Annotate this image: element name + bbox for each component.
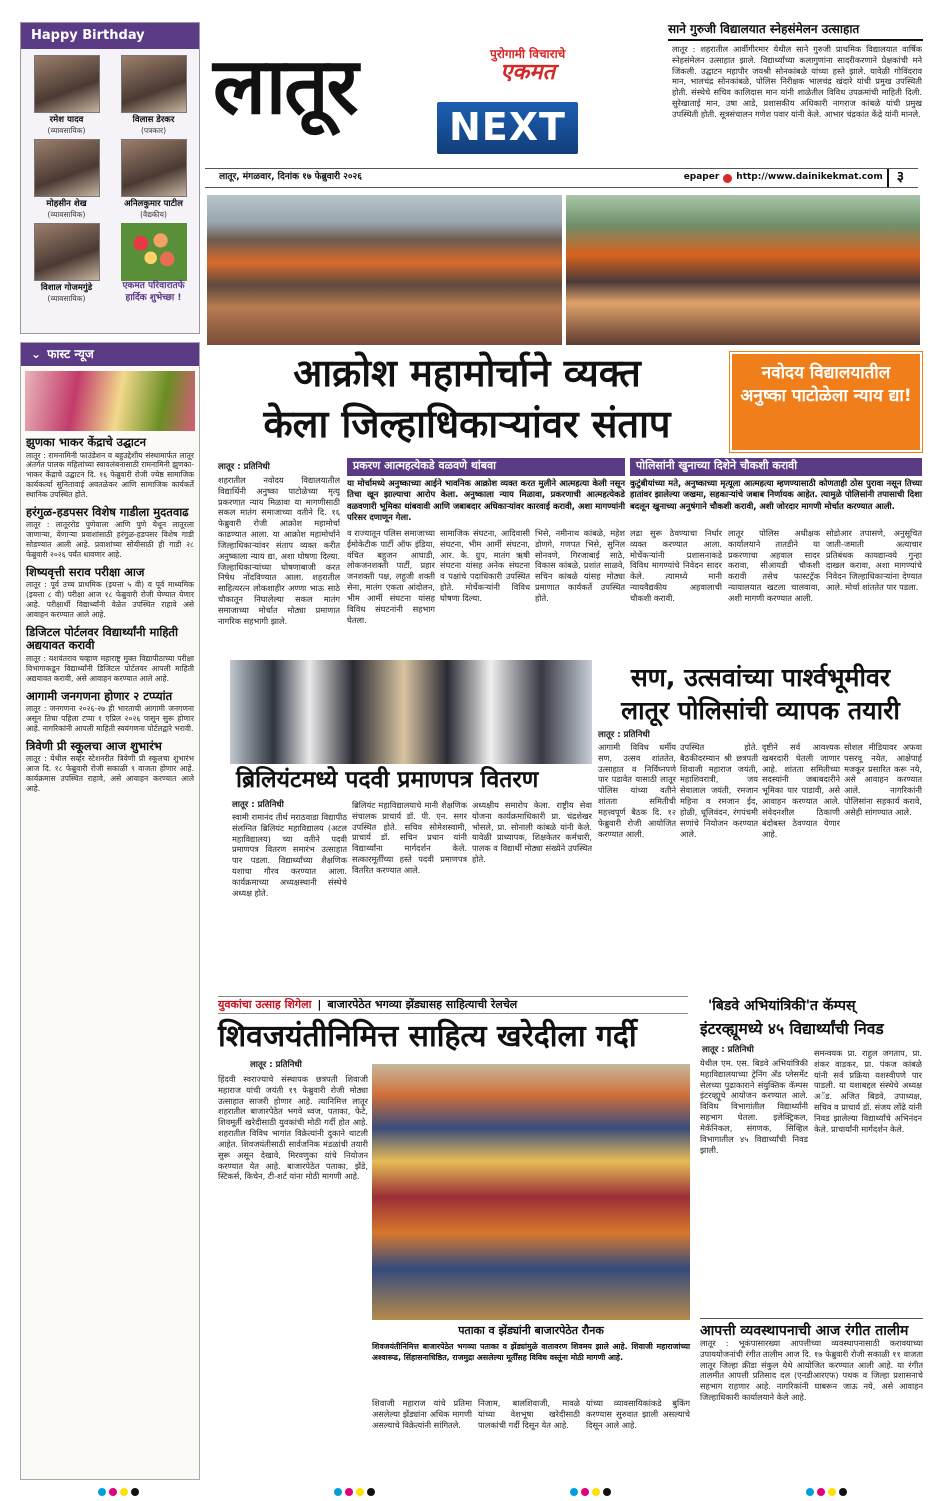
person-photo: [34, 223, 100, 281]
subhead-lead: या मोर्चामध्ये अनुष्काच्या आईने भावनिक आक्रोश व्यक्त करत मुलीने आत्महत्या केली नसून तिचा खून झाल्याचा आरोप केला. अनुष्काला न्याय मिळावा, प्रकरणाची आत्महत्येकडे वळवणारी भूमिका थांबवावी आणि जबाबदार अधिकाऱ्यांवर कारवाई करावी, अशा मागण्यांनी परिसर दणाणून गेला.: [347, 478, 625, 523]
march-photo: [566, 195, 920, 345]
chevron-down-icon: ⌄: [31, 347, 42, 361]
dateline-date: लातूर, मंगळवार, दिनांक १७ फेब्रुवारी २०२६: [219, 172, 362, 183]
epaper-link[interactable]: [684, 169, 904, 187]
news-headline[interactable]: डिजिटल पोर्टलवर विद्यार्थ्यांनी माहिती अद्ययावत करावी: [26, 624, 178, 653]
black-dot-icon: [839, 1488, 847, 1496]
dateline-bar: [205, 168, 918, 188]
news-headline[interactable]: आगामी जनगणना होणार २ टप्प्यांत: [26, 688, 173, 703]
registration-marks: [334, 1488, 375, 1496]
navodaya-callout: नवोदय विद्यालयातील अनुष्का पाटोळेला न्याय द्या!: [730, 352, 922, 452]
birthday-wish: [114, 223, 193, 304]
headline-line: केला जिल्हाधिकाऱ्यांवर संताप: [263, 402, 671, 447]
yellow-dot-icon: [592, 1488, 600, 1496]
story-column: यांच्या व्यावसायिकांकडे बुकिंग करण्यास सुरुवात झाली असल्याचे दिसून आले आहे.: [586, 1398, 690, 1430]
story-headline[interactable]: [598, 662, 923, 727]
person-photo: [34, 139, 100, 197]
story-column: आगामी विविध धर्मीय सण, उत्सव शांततेत, उत्साहात व निर्विघ्नपणे पार पडावेत यासाठी लातूर पोलिस यांच्या वतीने शांतता समितीची महत्त्वपूर्ण बैठक दि. १२ फेब्रुवारी रोजी आयोजित करण्यात आली.: [598, 742, 676, 839]
story-headline[interactable]: साने गुरुजी विद्यालयात स्नेहसंमेलन उत्साहात: [668, 22, 923, 41]
person-role: (वैद्यकीय): [140, 209, 167, 219]
story-column: अध्यक्षीय समारोप केला. राष्ट्रीय सेवा योजना कार्यक्रमाधिकारी प्रा. चंद्रशेखर भोसले, प्रा. सोनाली कांबळे यांनी केले. यावेळी प्राध्यापक, शिक्षकेतर कर्मचारी, पालक व विद्यार्थी मोठ्या संख्येने उपस्थित होते.: [472, 800, 592, 865]
color-registration-strip: [0, 1486, 945, 1498]
story-column: सोडोआर तपासणे, अनुसूचित जाती-जमाती अत्याचार प्रतिबंधक कायद्यान्वये गुन्हा दाखल करावा, अशा मागण्यांचे निवेदन जिल्हाधिकाऱ्यांना देण्यात आले. मोर्चा शांततेत पार पडला.: [826, 528, 922, 593]
story-headline[interactable]: ब्रिलियंटमध्ये पदवी प्रमाणपत्र वितरण: [236, 767, 539, 793]
news-photo: [25, 371, 195, 431]
yellow-dot-icon: [120, 1488, 128, 1496]
magenta-dot-icon: [817, 1488, 825, 1496]
kicker-divider: |: [317, 998, 322, 1012]
person-role: (व्यावसायिक): [47, 293, 86, 303]
masthead-next-logo: NEXT: [437, 102, 578, 154]
news-body: लातूर : जनगणना २०२६-२७ ही भारताची आगामी जनगणना असून तिचा पहिला टप्पा १ एप्रिल २०२६ पासून सुरू होणार आहे. नागरिकांनी आपली माहिती स्वयंगणना पोर्टलद्वारे भरावी.: [26, 704, 194, 733]
story-column: व राज्यातून पलिस समाजाच्या ईमोकेटीक पार्टी ऑफ इंडिया, वंचित बहुजन आघाडी, लोकजनशक्ती पार्टी, प्रहार जनशक्ती पक्ष, लहुजी शक्ती सेना, मातंग एकता आंदोलन, भीम आर्मी संघटना यांसह विविध संघटनांनी सहभाग घेतला.: [347, 528, 435, 625]
news-headline[interactable]: शिष्यवृत्ती सराव परीक्षा आज: [26, 564, 145, 579]
cyan-dot-icon: [570, 1488, 578, 1496]
birthday-box: [20, 22, 200, 334]
black-dot-icon: [131, 1488, 139, 1496]
news-headline[interactable]: झुणका भाकर केंद्राचे उद्घाटन: [26, 435, 147, 449]
epaper-label: epaper: [683, 172, 720, 183]
black-dot-icon: [603, 1488, 611, 1496]
person-photo: [121, 139, 187, 197]
person-role: (व्यावसायिक): [47, 125, 86, 135]
story-headline[interactable]: शिवजयंतीनिमित्त साहित्य खरेदीला गर्दी: [218, 1019, 637, 1054]
subhead-bar: पोलिसांनी खुनाच्या दिशेने चौकशी करावी: [630, 458, 922, 476]
person-role: (व्यावसायिक): [47, 209, 86, 219]
headline-line: लातूर पोलिसांची व्यापक तयारी: [621, 695, 900, 725]
person-photo: [121, 55, 187, 113]
registration-marks: [98, 1488, 139, 1496]
wish-text: एकमत परिवारातर्फे हार्दिक शुभेच्छा !: [122, 281, 185, 303]
flower-bouquet-icon: [121, 223, 187, 281]
birthday-person: [114, 55, 193, 135]
masthead-brand: एकमत: [500, 60, 556, 86]
story-column: हिंदवी स्वराज्याचे संस्थापक छत्रपती शिवाजी महाराज यांची जयंती १९ फेब्रुवारी रोजी मोठ्या उत्साहात साजरी होणार आहे. त्यानिमित्त लातूर शहरातील बाजारपेठेत भगवे ध्वज, पताका, फेटे, शिवमूर्ती खरेदीसाठी युवकांची मोठी गर्दी होत आहे. शहरातील विविध भागांत विक्रेत्यांनी दुकाने थाटली आहेत. शिवजयंतीसाठी सार्वजनिक मंडळांची तयारी सुरू असून देखावे, मिरवणुका यांचे नियोजन करण्यात येत आहे. बाजारपेठेत पताका, झेंडे, स्टिकर्स, किचेन, टी-शर्ट यांना मोठी मागणी आहे.: [218, 1074, 368, 1182]
photo-caption: पताका व झेंड्यांनी बाजारपेठेत रौनक: [458, 1324, 604, 1337]
subhead-lead: शिवजयंतीनिमित्त बाजारपेठेत भगव्या पताका व झेंड्यांमुळे वातावरण शिवमय झाले आहे. शिवाजी महाराजांच्या अश्वारूढ, सिंहासनाधिष्ठित, राजमुद्रा असलेल्या मूर्तींसह विविध वस्तूंना मोठी मागणी आहे.: [372, 1342, 690, 1362]
birthday-person: [114, 139, 193, 219]
page-number: ३: [887, 169, 904, 187]
person-photo: [34, 55, 100, 113]
story-column: स्वामी रामानंद तीर्थ मराठवाडा विद्यापीठ संलग्नित ब्रिलियंट महाविद्यालय (अटल महाविद्यालय) च्या वतीने पदवी प्रमाणपत्र वितरण समारंभ उत्साहात पार पडला. विद्यार्थ्यांच्या शैक्षणिक यशाचा गौरव करण्यात आला. कार्यक्रमाच्या अध्यक्षस्थानी संस्थेचे अध्यक्ष होते.: [232, 812, 347, 898]
registration-marks: [570, 1488, 611, 1496]
news-body: लातूर : लातूररोड पुणेवाला आणि पुणे येथून लातूरला जाणाऱ्या, येणाऱ्या प्रवाशांसाठी हरंगुळ-हडपसर विशेष गाडी सोडण्यात आली आहे. प्रवाशांच्या सोयीसाठी ही गाडी २८ फेब्रुवारी २०२६ पर्यंत धावणार आहे.: [26, 520, 194, 559]
person-role: (पत्रकार): [140, 125, 167, 135]
story-column: ब्रिलियंट महाविद्यालयाचे मानी शैक्षणिक संचालक प्राचार्य डॉ. पी. एन. सगर उपस्थित होते. सचिव सोमेशस्वामी, प्राचार्य डॉ. सचिन प्रधान यांनी विद्यार्थ्यांना मार्गदर्शन केले. सत्कारमूर्तींच्या हस्ते पदवी प्रमाणपत्र वितरित करण्यात आले.: [352, 800, 467, 875]
byline: लातूर : प्रतिनिधी: [232, 800, 284, 810]
fast-news-box: [20, 342, 200, 1480]
news-body: लातूर : रामनामिनी फाउंडेशन व बहुउद्देशीय संस्थामार्फत लातूर अंतर्गत पालक महिलांच्या स्वावलंबनासाठी रामनामिनी झुणका-भाकर केंद्राचे उद्घाटन दि. १६ फेब्रुवारी रोजी ज्येष्ठ सामाजिक कार्यकर्त्या सुनितावाई अवतळेकर आणि सामाजिक कार्यकर्ते स्थानिक उपस्थित होते.: [26, 450, 194, 499]
byline: लातूर : प्रतिनिधी: [598, 730, 650, 740]
news-body: लातूर : येथील सर्व्हर स्टेशनरीत त्रिवेणी प्री स्कूलचा शुभारंभ आज दि. १८ फेब्रुवारी रोजी सकाळी ९ वाजता होणार आहे. कार्यक्रमास उपस्थित राहावे, असे आवाहन करण्यात आले आहे.: [26, 754, 194, 793]
story-column: दृष्टीने सर्व आवश्यक खबरदारी घेतली जाणार आहे. शांतता समितीच्या सदस्यांनी जबाबदारीने भूमिका पार पाडावी, असे आवाहन करण्यात आले. संवेदनशील ठिकाणी बंदोबस्त ठेवण्यात येणार आहे.: [762, 742, 840, 839]
magenta-dot-icon: [109, 1488, 117, 1496]
story-column: भिसे, नमीनाथ कांबळे, महेश डोणगे, गणपत भिसे, सुनिल सोनवणे, गिरजाबाई साठे, विकास कांबळे, प्रशांत साळवे, सचिन कांबळे यांसह मोठ्या प्रमाणात कार्यकर्ते उपस्थित होते.: [535, 528, 625, 603]
person-name: विलास डेरकर: [132, 115, 175, 126]
news-headline[interactable]: हरंगुळ-हडपसर विशेष गाडीला मुदतवाढ: [26, 504, 189, 519]
news-headline[interactable]: त्रिवेणी प्री स्कूलचा आज शुभारंभ: [26, 738, 162, 753]
person-name: अनिलकुमार पाटील: [124, 199, 183, 210]
headline-line: आक्रोश महामोर्चाने व्यक्त: [293, 351, 641, 395]
story-headline[interactable]: इंटरव्ह्यूमध्ये ४५ विद्यार्थ्यांची निवड: [700, 1020, 884, 1038]
birthday-person: [27, 55, 106, 135]
market-photo: [372, 1064, 690, 1320]
story-column: शिवाजी महाराज यांचे प्रतिमा असलेल्या झेंड्यांना अधिक मागणी असल्याचे विक्रेत्यांनी सांगितले.: [372, 1398, 472, 1430]
story-column: निजाम, बालशिवाजी, मावळे यांच्या वेशभूषा खरेदीसाठी पालकांची गर्दी दिसून येत आहे.: [478, 1398, 580, 1430]
story-column: लढा सुरू ठेवण्याचा निर्धार व्यक्त करण्यात आला. मोर्चेकऱ्यांनी प्रशासनाकडे विविध मागण्यांचे निवेदन सादर केले. त्यामध्ये मानी न्यायवैद्यकीय अहवालाची चौकशी करावी.: [630, 528, 722, 603]
person-name: रमेश यादव: [49, 115, 84, 126]
birthday-title: Happy Birthday: [21, 23, 199, 49]
kicker-strip: [218, 996, 688, 1014]
yellow-dot-icon: [828, 1488, 836, 1496]
subhead-lead: कुटुंबीयांच्या मते, अनुष्काच्या मृत्यूला आत्महत्या म्हणण्यासाठी कोणताही ठोस पुरावा नसून तिच्या हातांवर झालेल्या जखमा, सहकाऱ्यांचे जबाब निर्णायक आहेत. त्यामुळे पोलिसांनी तपासाची दिशा बदलून खुनाच्या अनुषंगाने चौकशी करावी, अशी जोरदार मागणी मोर्चात करण्यात आली.: [630, 478, 922, 511]
byline: लातूर : प्रतिनिधी: [250, 1060, 302, 1070]
story-column: येथील एम. एस. बिडवे अभियांत्रिकी महाविद्यालयाच्या ट्रेनिंग अँड प्लेसमेंट सेलच्या पुढाकाराने संयुक्तिक कॅम्पस इंटरव्ह्यूचे आयोजन करण्यात आले. विविध विभागांतील विद्यार्थ्यांनी सहभाग घेतला. इलेक्ट्रिकल, मेकॅनिकल, संगणक, सिव्हिल विभागातील ४५ विद्यार्थ्यांची निवड झाली.: [700, 1058, 808, 1155]
story-column: समन्वयक प्रा. राहुल जगताप, प्रा. शंकर वाडकर, प्रा. पंकज कांबळे यांनी सर्व प्रक्रिया यशस्वीपणे पार पाडली. या यशाबद्दल संस्थेचे अध्यक्ष अॅड. अजित बिडवे, उपाध्यक्ष, सचिव व प्राचार्य डॉ. संजय लोंढे यांनी निवड झालेल्या विद्यार्थ्यांचे अभिनंदन केले. प्राचार्यांनी मार्गदर्शन केले.: [814, 1048, 922, 1134]
masthead-title: लातूर: [213, 42, 357, 132]
story-headline[interactable]: आपत्ती व्यवस्थापनाची आज रंगीत तालीम: [700, 1318, 923, 1341]
magenta-dot-icon: [345, 1488, 353, 1496]
masthead-logo: [490, 48, 565, 85]
story-column: शहरातील नवोदय विद्यालयातील विद्यार्थिनी अनुष्का पाटोळेच्या मृत्यू प्रकरणात न्याय मिळावा या मागणीसाठी सकल मातंग समाजाच्या वतीने दि. १६ फेब्रुवारी रोजी आक्रोश महामोर्चा काढण्यात आला. या आक्रोश महामोर्चाने जिल्हाधिकाऱ्यांवर संताप व्यक्त करीत अनुष्काला न्याय द्या, अशा घोषणा दिल्या. जिल्हाधिकाऱ्यांच्या घोषणाबाजी करत निषेध नोंदविण्यात आला. शहरातील साहित्यरत्न लोकशाहीर अण्णा भाऊ साठे चौकातून निघालेल्या सकल मातंग समाजाच्या मोर्चात मोठ्या प्रमाणात नागरिक सहभागी झाले.: [218, 475, 340, 626]
byline: लातूर : प्रतिनिधी: [218, 462, 270, 472]
byline: लातूर : प्रतिनिधी: [702, 1045, 754, 1055]
birthday-person: [27, 223, 106, 304]
story-column: लातूर पोलिस अधीक्षक कार्यालयाने तातडीने या प्रकरणाचा अहवाल सादर करावा, सीआयडी चौकशी करावी तसेच फास्टट्रॅक न्यायालयात खटला चालवावा, अशी मागणी करण्यात आली.: [728, 528, 820, 603]
fast-news-title: [21, 343, 199, 366]
globe-icon: [723, 174, 732, 183]
yellow-dot-icon: [356, 1488, 364, 1496]
kicker-red: युवकांचा उत्साह शिगेला: [218, 998, 312, 1012]
story-body: लातूर : शहरातील आर्वीगीरमार येथील साने गुरुजी प्राथमिक विद्यालयात वार्षिक स्नेहसंमेलन उत्साहात झाले. विद्यार्थ्यांच्या कलागुणांना सादरीकरणाने प्रेक्षकांची मने जिंकली. उद्घाटन महापौर जयश्री सोनकांबळे यांच्या हस्ते झाले. यावेळी गोविंदराव मान, भालचंद्र सोनकांबळे, पोलिस निरीक्षक भालचंद्र खंदारे यांची प्रमुख उपस्थिती होती. संस्थेचे सचिव कालिदास मान यांनी शाळेतील विविध उपक्रमांची माहिती दिली. सुरेखाताई मान, उषा आडे, प्रशासकीय अधिकारी नागराज कांबळे यांची प्रमुख उपस्थिती होती. सूत्रसंचालन गणेश पवार यांनी केले. आभार चंद्रकांत केंद्रे यांनी मानले.: [672, 44, 922, 119]
epaper-url[interactable]: http://www.dainikekmat.com: [736, 172, 883, 183]
news-body: लातूर : पूर्व उच्च प्राथमिक (इयत्ता ५ वी) व पूर्व माध्यमिक (इयत्ता ८ वी) परीक्षा आज १८ फेब्रुवारी रोजी घेण्यात येणार आहे. परीक्षार्थी विद्यार्थ्यांनी वेळेत उपस्थित राहावे असे आवाहन करण्यात आले आहे.: [26, 580, 194, 619]
march-photo: [207, 195, 562, 345]
story-column: सोशल मीडियावर अफवा पसरवू नयेत, आक्षेपार्ह मजकूर प्रसारित करू नये, असे आवाहन करण्यात आले. नागरिकांनी पोलिसांना सहकार्य करावे, असेही सांगण्यात आले.: [844, 742, 922, 817]
story-body: लातूर : भूकंपासारख्या आपत्तीच्या व्यवस्थापनासाठी करावयाच्या उपाययोजनांची रंगीत तालीम आज दि. १७ फेब्रुवारी रोजी सकाळी ११ वाजता लातूर जिल्हा क्रीडा संकुल येथे आयोजित करण्यात आली आहे. या रंगीत तालमीत आपत्ती प्रतिसाद दल (एनडीआरएफ) पथक व जिल्हा प्रशासनाचे सहभाग राहणार आहे. नागरिकांनी घाबरून जाऊ नये, असे आवाहन जिल्हाधिकारी कार्यालयाने केले आहे.: [700, 1338, 923, 1403]
magenta-dot-icon: [581, 1488, 589, 1496]
person-name: मोहसीन शेख: [46, 199, 87, 210]
masthead: [205, 30, 660, 170]
birthday-person: [27, 139, 106, 219]
headline-line: सण, उत्सवांच्या पार्श्वभूमीवर: [630, 663, 891, 692]
main-headline[interactable]: [207, 348, 727, 456]
news-body: लातूर : यशवंतराव चव्हाण महाराष्ट्र मुक्त विद्यापीठाच्या परीक्षा विभागाकडून विद्यार्थ्यांनी डिजिटल पोर्टलवर आपली माहिती अद्ययावत करावी, असे आवाहन करण्यात आले आहे.: [26, 653, 194, 683]
masthead-tagline: पुरोगामी विचाराचे: [490, 47, 566, 61]
person-name: विशाल गोजमगुंडे: [40, 283, 93, 294]
cyan-dot-icon: [98, 1488, 106, 1496]
story-column: उपस्थित होते. बैठकीदरम्यान श्री छत्रपती शिवाजी महाराज जयंती, महाशिवरात्री, जय सेवालाल जयंती, रमजान महिना व रमजान ईद, होळी, धूलिवंदन, रंगपंचमी सणांचे नियोजन करण्यात आले.: [680, 742, 758, 839]
cyan-dot-icon: [806, 1488, 814, 1496]
fast-news-label: फास्ट न्यूज: [47, 347, 94, 361]
kicker-text: बाजारपेठेत भगव्या झेंड्यासह साहित्याची रेलचेल: [327, 998, 518, 1012]
subhead-bar: प्रकरण आत्महत्येकडे वळवणे थांबवा: [347, 458, 625, 476]
cyan-dot-icon: [334, 1488, 342, 1496]
graduation-photo: [230, 660, 592, 764]
story-kicker: 'बिडवे अभियांत्रिकी'त कॅम्पस्: [708, 998, 856, 1014]
story-column: सामाजिक संघटना, आदिवासी संघटना, भीम आर्मी संघटना, आर. के. ग्रुप, मातंग ऋषी संघटना यांसह अनेक संघटना व पक्षांचे पदाधिकारी उपस्थित होते. मोर्चेकऱ्यांनी विविध घोषणा दिल्या.: [440, 528, 530, 603]
black-dot-icon: [367, 1488, 375, 1496]
registration-marks: [806, 1488, 847, 1496]
